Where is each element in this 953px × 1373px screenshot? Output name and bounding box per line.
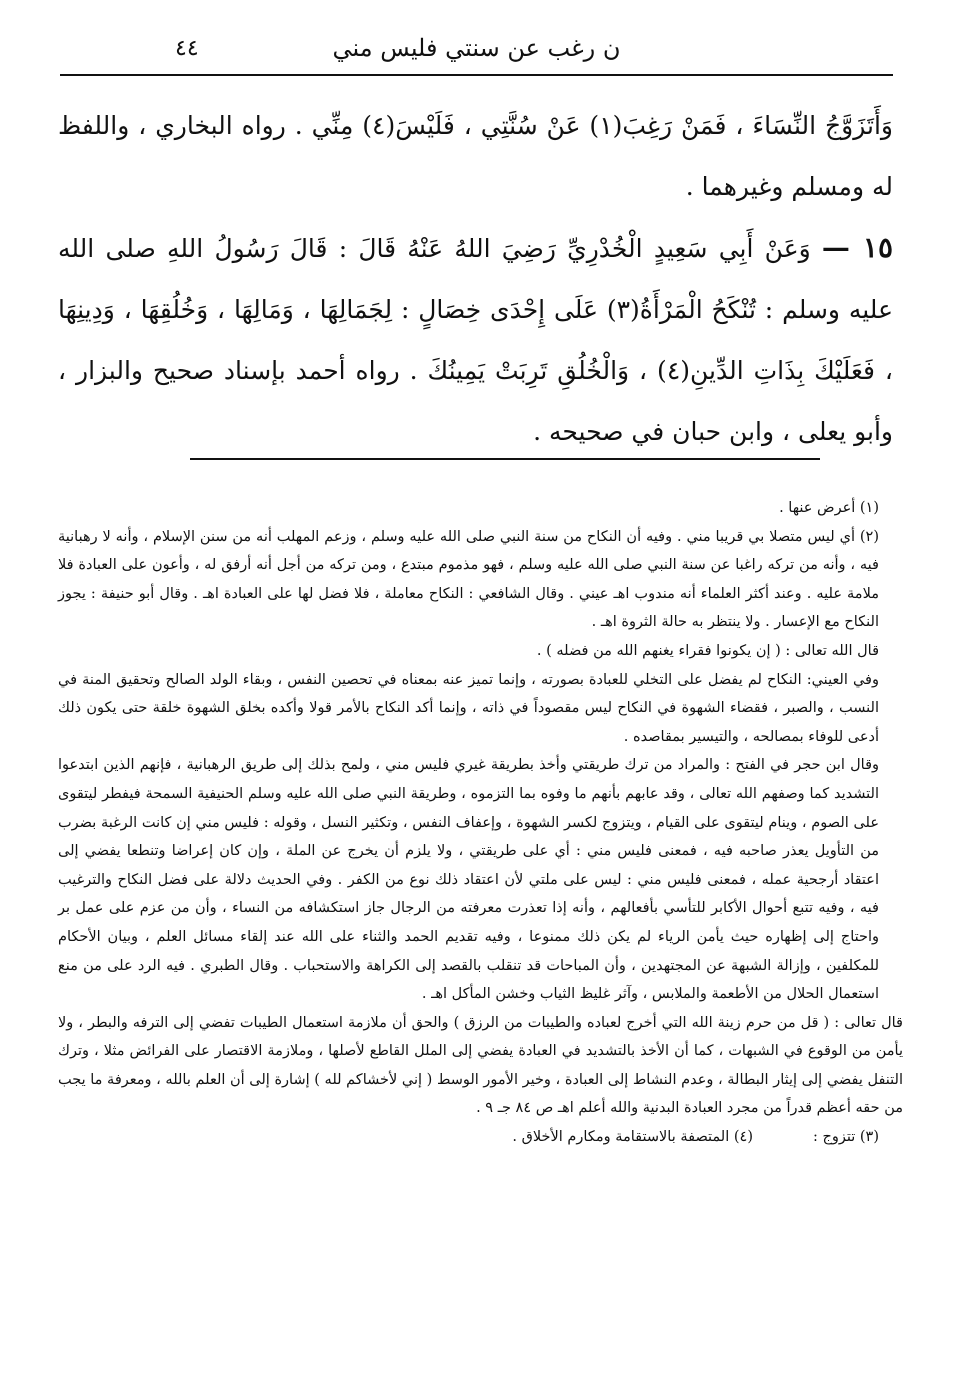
footnotes (58, 494, 903, 1152)
footnote-1: (١) أعرض عنها . (779, 500, 879, 516)
hadith-14-continuation: وَأَتَزَوَّجُ النِّسَاءَ ، فَمَنْ رَغِبَ(١) عَنْ سُنَّتِي ، فَلَيْسَ(٤) مِنِّي . رواه البخاري ، واللفظ له ومسلم وغيرهما . (58, 111, 894, 201)
hadith-number: ١٥ — (821, 231, 893, 264)
main-text (58, 95, 893, 462)
footnote-3: (٣) تتزوج : (812, 1129, 879, 1146)
page-number: ٤٤ (175, 36, 199, 61)
ibn-hajar-commentary: وقال ابن حجر في الفتح : والمراد من ترك طريقتي وأخذ بطريقة غيري فليس مني ، ولمح بذلك إلى طريق الرهبانية ، فإنهم الذين ابتدعوا التشديد كما وصفهم الله تعالى ، وقد عابهم بأنهم ما وفوه بما التزموه ، وطريقة النبي صلى الله عليه وسلم الحنيفية السمحة فيفطر ليتقوى على الصوم ، وينام ليتقوى على القيام ، ويتزوج لكسر الشهوة ، وإعفاف النفس ، وتكثير النسل ، وقوله : فليس مني إن كانت الرغبة بضرب من التأويل يعذر صاحبه فيه ، فمعنى فليس مني : أي على طريقتي ، ولا يلزم أن يخرج عن الملة ، وإن كان إعراضا وتنطعا يفضي إلى اعتقاد أرجحية عمله ، فمعنى فليس مني : ليس على ملتي لأن اعتقاد ذلك نوع من الكفر . وفي الحديث دلالة على فضل النكاح والترغيب فيه ، وفيه تتبع أحوال الأكابر للتأسي بأفعالهم ، وأنه إذا تعذرت معرفته من الرجال جاز استكشافه من النساء ، وأن من عزم على عمل بر واحتاج إلى إظهاره حيث يأمن الرياء لم يكن ذلك ممنوعا ، وفيه تقديم الحمد والثناء على الله عند إلقاء مسائل العلم ، وبيان الأحكام للمكلفين ، وإزالة الشبهة عن المجتهدين ، وأن المباحات قد تنقلب بالقصد إلى الكراهة والاستحباب . وقال الطبري . فيه الرد على من منع استعمال الحلال من الأطعمة والملابس ، وآثر غليظ الثياب وخشن المأكل اهـ . (58, 757, 879, 1003)
running-title: ن رغب عن سنتي فليس مني (332, 34, 621, 62)
ayni-commentary: وفي العيني: النكاح لم يفضل على التخلي للعبادة بصورته ، وإنما تميز عنه بمعناه في تحصين النفس ، وبقاء الولد الصالح وتحقيق المنة في النسب ، والصبر ، فقضاء الشهوة في النكاح ليس مقصوداً في ذاته ، وإنما أكد النكاح بالأمر قولا وأكده بخلق الشهوة خلقة حتى يكون ذلك أدعى للوفاء بمصالحه ، والتيسير بمقاصده . (58, 671, 879, 745)
quran-quote-1: قال الله تعالى : ( إن يكونوا فقراء يغنهم الله من فضله ) . (536, 642, 879, 659)
page-header (60, 28, 893, 78)
hadith-15 (58, 217, 893, 462)
footnote-separator (190, 458, 820, 460)
quran-quote-2: قال تعالى : ( قل من حرم زينة الله التي أخرج لعباده والطيبات من الرزق ) والحق أن ملازمة استعمال الطيبات تفضي إلى الترفه والبطر ، ولا يأمن من الوقوع في الشبهات ، كما أن الأخذ بالتشديد في العبادة يفضي إلى الملل القاطع لأصلها ، وملازمة الاقتصار على الفرائض مثلا ، وترك التنفل يفضي إلى إيثار البطالة ، وعدم النشاط إلى العبادة ، وخير الأمور الوسط ( إني لأخشاكم لله ) إشارة إلى أن العلم بالله ، ومعرفة ما يجب من حقه أعظم قدراً من مجرد العبادة البدنية والله أعلم اهـ ص ٨٤ جـ ٩ . (58, 1014, 903, 1117)
header-rule (60, 74, 893, 76)
hadith-15-text: وَعَنْ أَبِي سَعِيدٍ الْخُدْرِيِّ رَضِيَ اللهُ عَنْهُ قَالَ : قَالَ رَسُولُ اللهِ صلى الله عليه وسلم : تُنْكَحُ الْمَرْأَةُ(٣) عَلَى إِحْدَى خِصَالٍ : لِجَمَالِهَا ، وَمَالِهَا ، وَخُلُقِهَا ، وَدِينِهَا ، فَعَلَيْكَ بِذَاتِ الدِّينِ(٤) ، وَالْخُلُقِ تَرِبَتْ يَمِينُكَ . رواه أحمد بإسناد صحيح والبزار ، وأبو يعلى ، وابن حبان في صحيحه . (58, 234, 893, 446)
footnote-4: (٤) المتصفة بالاستقامة ومكارم الأخلاق . (512, 1129, 753, 1146)
footnotes-3-4 (58, 1123, 903, 1152)
footnote-2: (٢) أي ليس متصلا بي قريبا مني . وفيه أن النكاح من سنة النبي صلى الله عليه وسلم ، وزعم المهلب أنه من سنن الإسلام ، وأنه لا رهبانية فيه ، وأنه من تركه راغبا عن سنة النبي صلى الله عليه وسلم ، فهو مذموم مبتدع ، ومن تركه من أجل أنه أرفق له ، وأعون على العبادة فلا ملامة عليه . وعند أكثر العلماء أنه مندوب اهـ عيني . وقال الشافعي : النكاح معاملة ، فلا فضل لها على العبادة اهـ . وقال أبو حنيفة : يجوز النكاح مع الإعسار . ولا ينتظر به حالة الثروة اهـ . (58, 528, 879, 631)
